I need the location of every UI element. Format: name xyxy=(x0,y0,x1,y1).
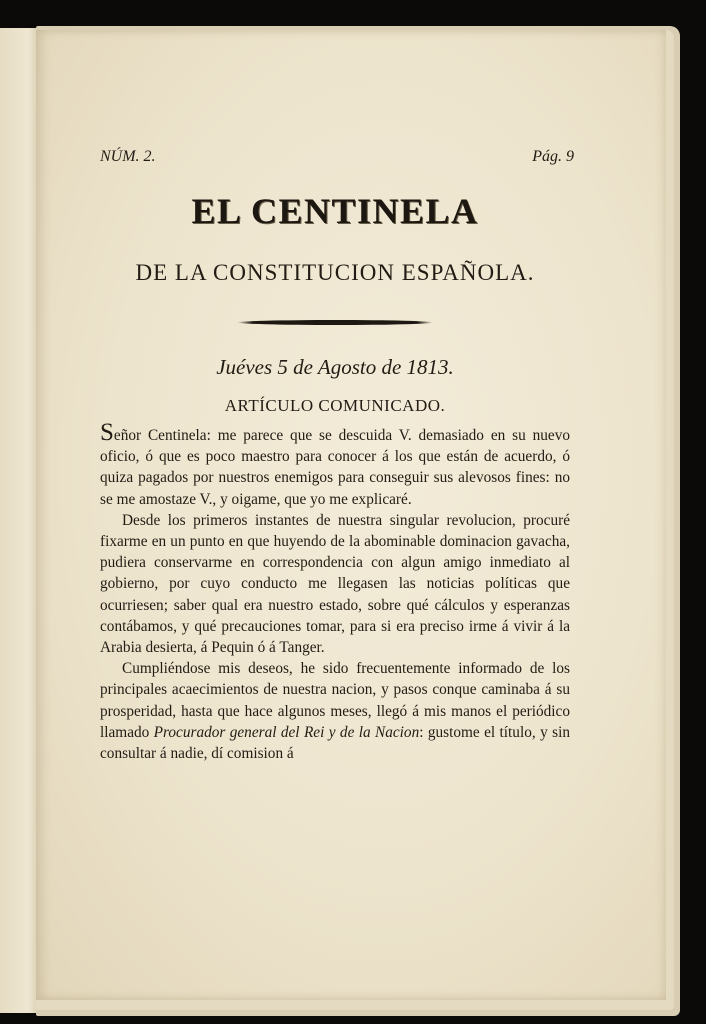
article-title: ARTÍCULO COMUNICADO. xyxy=(224,396,446,415)
decorative-rule xyxy=(237,320,433,325)
paragraph-text: eñor Centinela: me parece que se descuida V. demasiado en su nuevo oficio, ó que es poco maestro para conocer á los que están de acuerdo, ó quiza pagados por nuestros enemigos para conseguir sus alevosos fines: no se me amostaze V., y oigame, que yo me explicaré. xyxy=(100,427,570,508)
periodical-title: Procurador general del Rei y de la Nacion xyxy=(153,723,420,741)
masthead-title: EL CENTINELA xyxy=(191,191,479,231)
masthead-subtitle: DE LA CONSTITUCION ESPAÑOLA. xyxy=(135,260,535,285)
article-body xyxy=(100,419,570,764)
newspaper-page xyxy=(36,30,666,1000)
paragraph xyxy=(100,658,570,764)
paragraph-text: Cumpliéndose mis deseos, he sido frecuentemente informado de los principales acaecimientos de nuestra nacion, y pasos conque caminaba á su prosperidad, hasta que hace algunos meses, llegó á mis manos el periódico llamado xyxy=(100,660,570,741)
issue-number: NÚM. 2. xyxy=(100,148,156,165)
drop-cap: S xyxy=(100,419,114,446)
page-number: Pág. 9 xyxy=(532,148,574,165)
page-content xyxy=(100,148,574,764)
previous-page-edge xyxy=(0,28,41,1013)
page-header xyxy=(100,148,574,176)
paragraph: Desde los primeros instantes de nuestra singular revolucion, procuré fixarme en un punto en que huyendo de la abominable dominacion gavacha, pudiera conservarme en correspondencia con algun amigo inmediato al gobierno, por cuyo conducto me llegasen las noticias políticas que ocurriesen; saber qual era nuestro estado, sobre qué cálculos y esperanzas contábamos, y qué precauciones tomar, para si era preciso irme á vivir á la Arabia desierta, á Pequin ó á Tanger. xyxy=(100,511,570,657)
paragraph xyxy=(100,419,570,510)
paragraph-text: : gustome el título, y sin consultar á nadie, dí comision á xyxy=(100,723,570,763)
issue-date: Juéves 5 de Agosto de 1813. xyxy=(216,355,454,379)
